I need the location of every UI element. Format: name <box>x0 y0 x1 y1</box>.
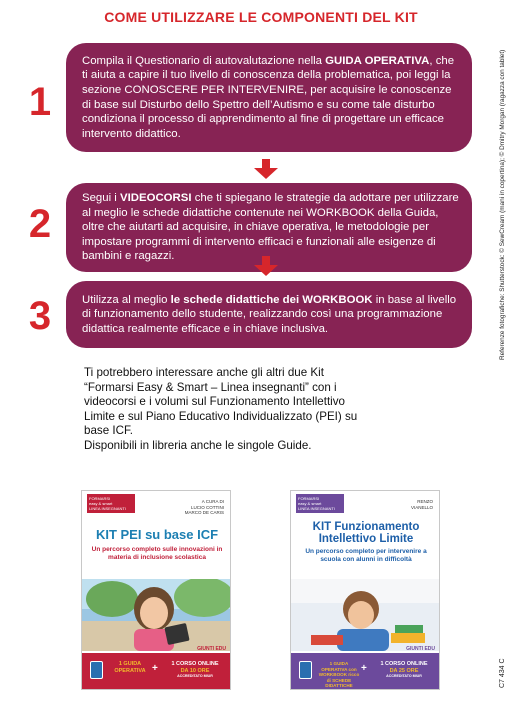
cover-photo-boy-with-books <box>291 579 440 651</box>
down-arrow-icon <box>254 159 278 179</box>
product-code: C7 434 C <box>499 658 506 688</box>
availability-text: Disponibili in libreria anche le singole Guide. <box>84 438 312 452</box>
step-1-text: Compila il Questionario di autovalutazione nella GUIDA OPERATIVA, che ti aiuta a capire il tuo livello di conoscenza della problematica, poi leggi la sezione CONOSCERE PER INTERVENIRE, per acquisire le conoscenze di base sul Disturbo dello Spettro dell’Autismo e su come tale disturbo condiziona il processo di apprendimento al fine di progettare un efficace intervento didattico. <box>82 54 455 140</box>
book-author: RENZO VIANELLO <box>410 499 433 510</box>
step-3-number: 3 <box>28 294 52 338</box>
qr-badge-icon <box>90 661 103 679</box>
step-2-text: Segui i VIDEOCORSI che ti spiegano le strategie da adottare per utilizzare al meglio le schede didattiche contenute nei WORKBOOK della Guida, oltre che aiutarti ad acquisire, in chiave operativa, le metodologie per impostare programmi di intervento efficaci e funzionali alle esigenze di bambini e ragazzi. <box>82 192 459 263</box>
step-3-text: Utilizza al meglio le schede didattiche dei WORKBOOK in base al livello di funzionamento dello studente, realizzando così una programmazione didattica realmente efficace e in chiave inclusiva. <box>82 293 457 335</box>
book-contents-strip: 1 GUIDA OPERATIVA + 1 CORSO ONLINE DA 10 ORE ACCREDITATO MIUR <box>82 653 231 690</box>
book-author: A CURA DI LUCIO COTTINI MARCO DE CARIS <box>184 499 224 515</box>
step-1-number: 1 <box>28 80 52 124</box>
publisher-logo: GIUNTI EDU <box>197 646 226 652</box>
step-1-highlight: GUIDA OPERATIVA <box>325 54 430 67</box>
book-contents-strip: 1 GUIDA OPERATIVA con WORKBOOK ricco di SCHEDE DIDATTICHE + 1 CORSO ONLINE DA 25 ORE ACCREDITATO MIUR <box>291 653 440 690</box>
plus-icon: + <box>361 663 367 674</box>
photo-credits: Referenze fotografiche: Shutterstock: © SewCream (mani in copertina); © Dmitry Morgan (ragazza con tablet) <box>499 49 506 360</box>
page-title: COME UTILIZZARE LE COMPONENTI DEL KIT <box>104 9 418 25</box>
book-subtitle: Un percorso completo sulle innovazioni in materia di inclusione scolastica <box>91 546 223 561</box>
book-title: KIT Funzionamento Intellettivo Limite <box>312 521 420 545</box>
down-arrow-icon <box>254 256 278 276</box>
qr-badge-icon <box>299 661 312 679</box>
book-subtitle: Un percorso completo per intervenire a scuola con alunni in difficoltà <box>305 548 427 563</box>
series-banner: FORMARSI easy & smart LINEA INSEGNANTI <box>296 494 344 513</box>
step-3-box <box>66 281 472 348</box>
step-2-highlight: VIDEOCORSI <box>120 192 192 205</box>
related-kits-text: Ti potrebbero interessare anche gli altri due Kit “Formarsi Easy & Smart – Linea insegnanti” con i videocorsi e i volumi sul Funzionamento Intellettivo Limite e sul Piano Educativo Individualizzato (PEI) su base ICF. <box>84 366 358 438</box>
related-kits-info <box>84 366 374 454</box>
step-3-highlight: le schede didattiche dei WORKBOOK <box>170 293 373 306</box>
plus-icon: + <box>152 663 158 674</box>
book-cover-pei <box>81 490 231 690</box>
book-cover-fil <box>290 490 440 690</box>
step-1-box <box>66 43 472 152</box>
series-banner: FORMARSI easy & smart LINEA INSEGNANTI <box>87 494 135 513</box>
cover-photo-girl-with-tablet <box>82 579 231 651</box>
step-2-number: 2 <box>28 202 52 246</box>
publisher-logo: GIUNTI EDU <box>406 646 435 652</box>
book-title: KIT PEI su base ICF <box>95 527 219 542</box>
